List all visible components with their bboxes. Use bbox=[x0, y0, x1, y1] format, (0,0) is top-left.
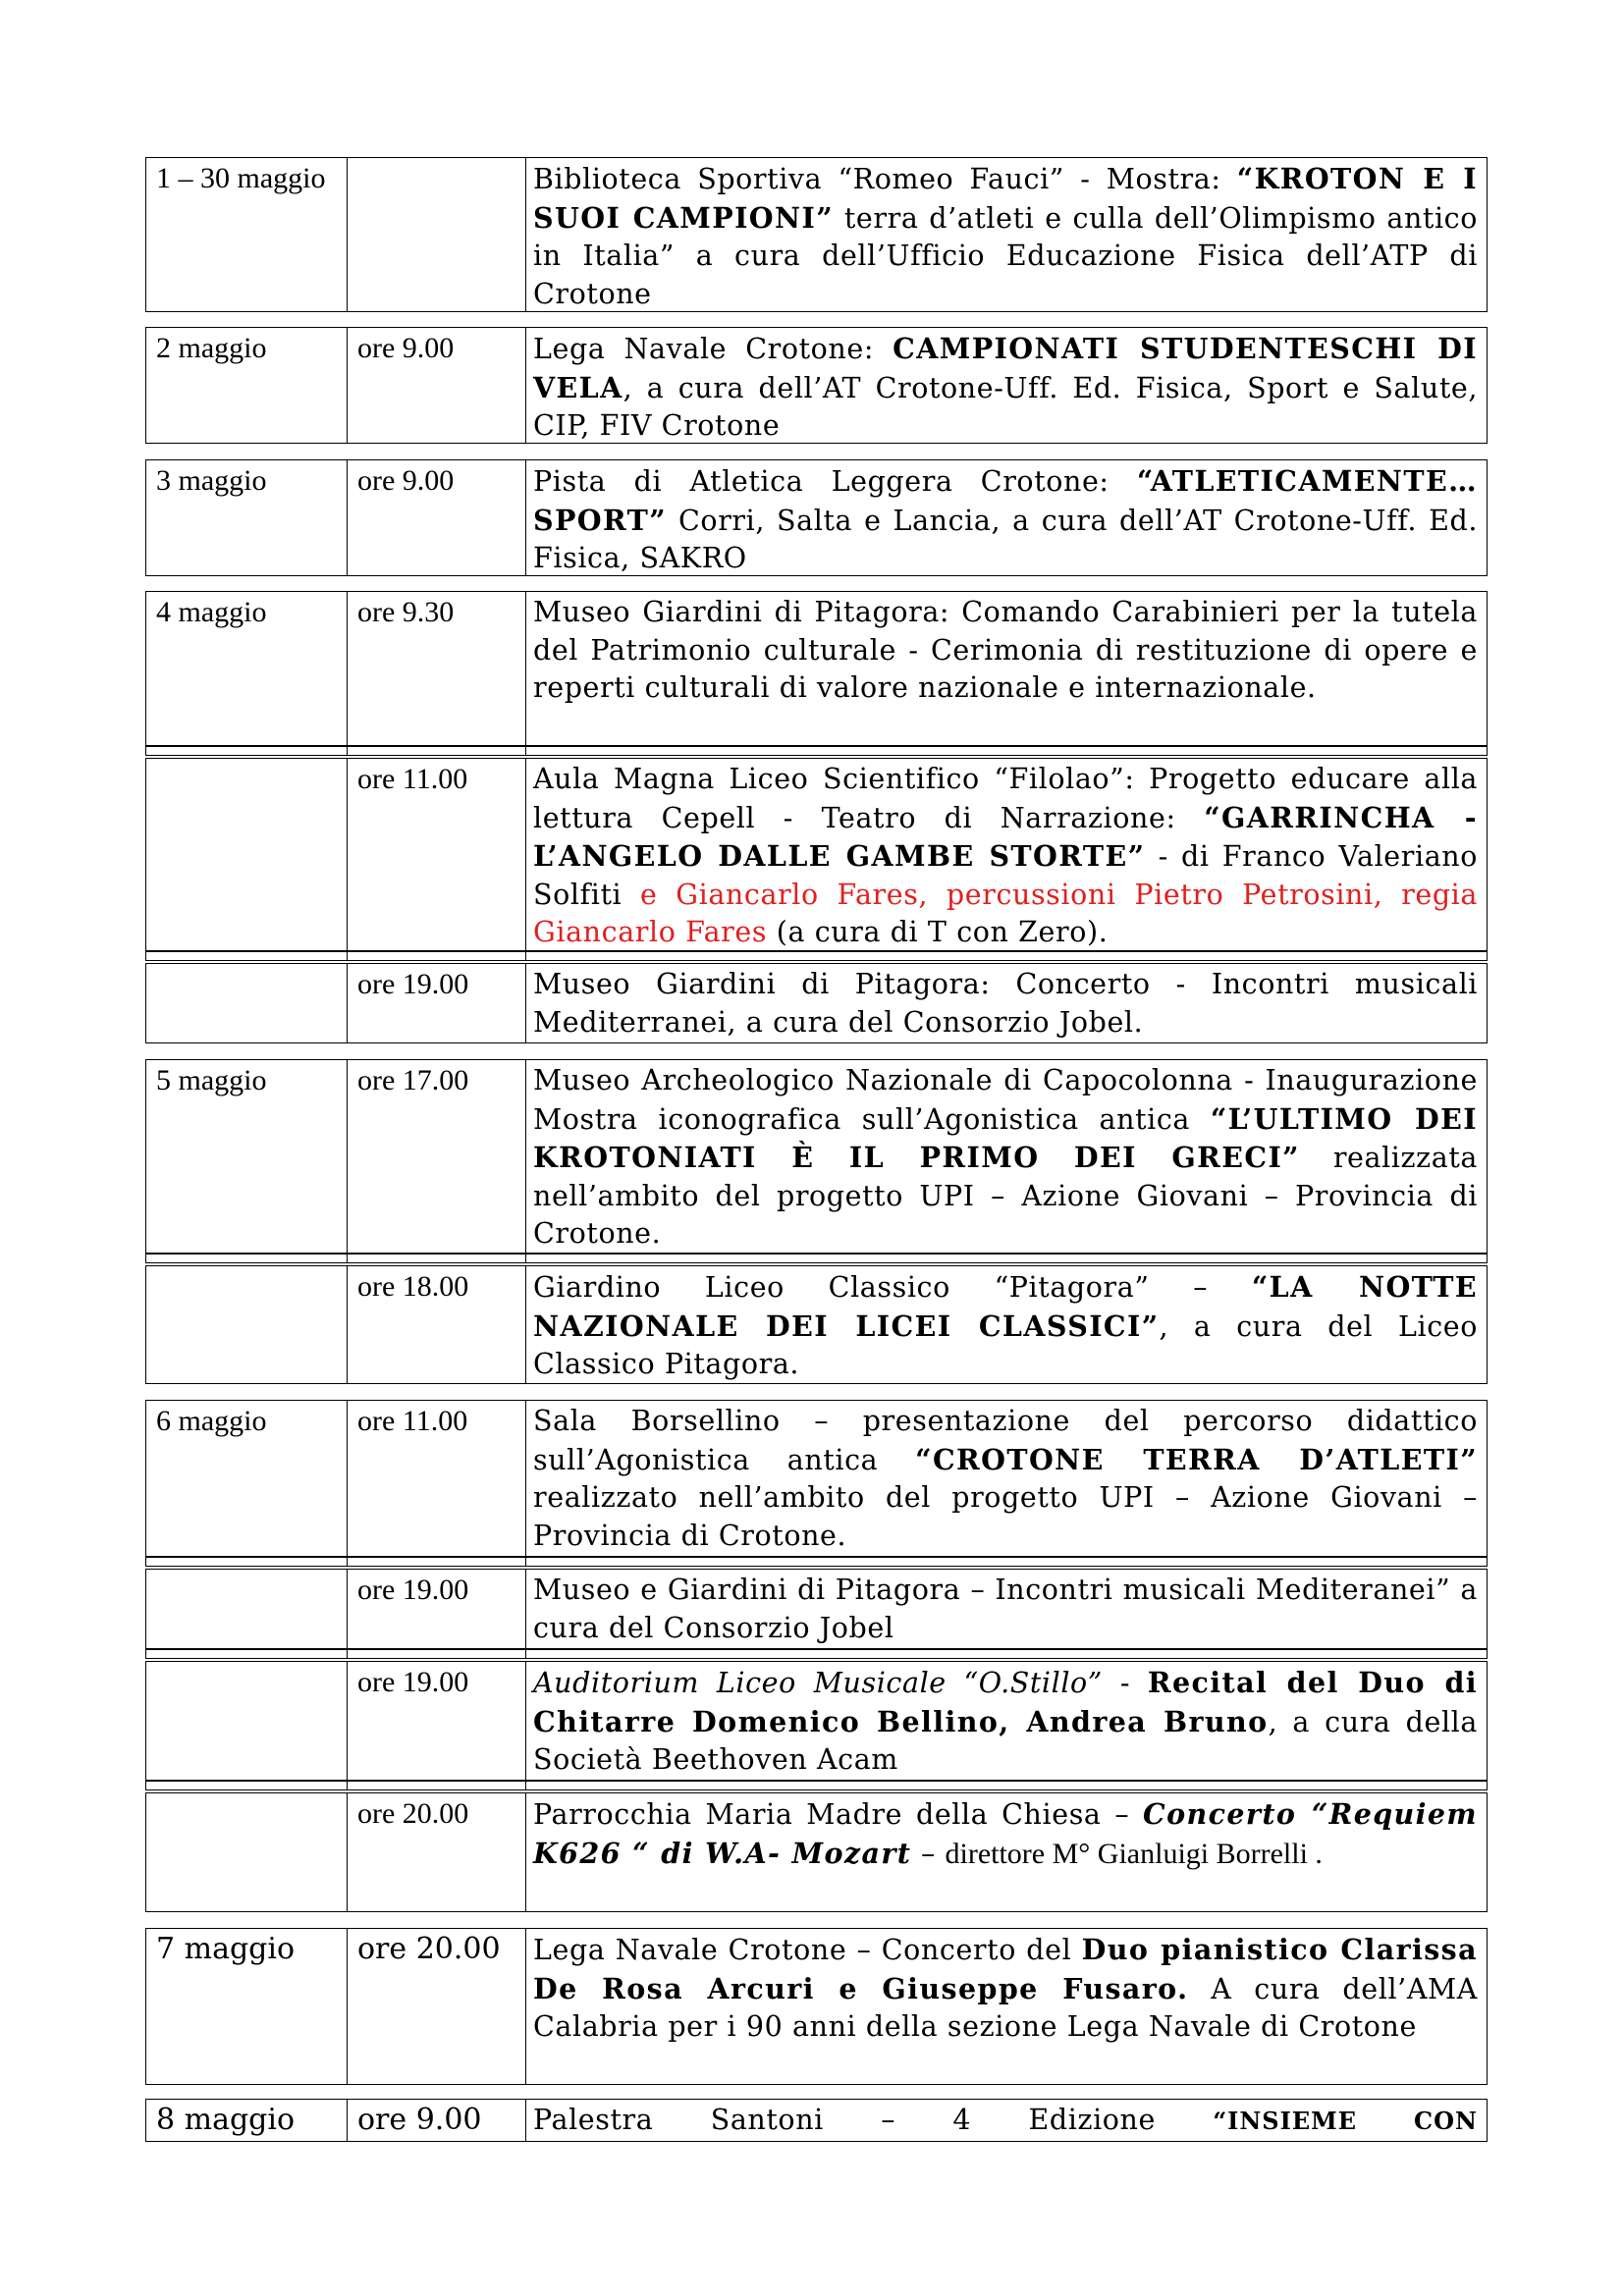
date-text: 8 maggio bbox=[156, 2103, 296, 2137]
time-text: ore 9.00 bbox=[357, 332, 455, 364]
event-description bbox=[526, 1401, 1487, 1556]
table-row bbox=[145, 157, 1488, 312]
time-cell bbox=[348, 592, 526, 745]
event-highlight-text: Recital del Duo di Chitarre Domenico Bellino, Andrea Bruno bbox=[533, 1666, 1478, 1738]
event-text: terra d’atleti e culla dell’Olimpismo antico in Italia” a cura dell’Ufficio Educazione Fisica dell’ATP di Crotone bbox=[533, 201, 1478, 310]
event-highlight-text: “KROTON E I SUOI CAMPIONI” bbox=[533, 162, 1479, 235]
event-description bbox=[526, 964, 1487, 1042]
row-separator bbox=[145, 1254, 1488, 1263]
time-text: ore 20.00 bbox=[357, 1797, 469, 1830]
table-row bbox=[145, 591, 1488, 746]
event-text: Museo Giardini di Pitagora: Concerto - Incontri musicali Mediterranei, a cura del Consorzio Jobel. bbox=[533, 968, 1478, 1039]
time-text: ore 9.00 bbox=[357, 2103, 482, 2137]
time-text: ore 9.00 bbox=[357, 464, 455, 497]
date-cell bbox=[146, 2100, 348, 2141]
event-text: direttore M° Gianluigi Borrelli . bbox=[945, 1837, 1323, 1870]
event-text: Biblioteca Sportiva “Romeo Fauci” - Mostra: bbox=[533, 163, 1237, 195]
table-row bbox=[145, 963, 1488, 1043]
time-cell bbox=[348, 759, 526, 950]
time-cell bbox=[348, 2100, 526, 2141]
event-text: Museo e Giardini di Pitagora – Incontri musicali Mediteranei” a cura del Consorzio Jobel bbox=[533, 1574, 1478, 1644]
event-text: Parrocchia Maria Madre della Chiesa – bbox=[533, 1798, 1144, 1831]
table-row bbox=[145, 1059, 1488, 1254]
date-cell bbox=[146, 1401, 348, 1556]
event-highlight-text: CAMPIONATI STUDENTESCHI DI VELA bbox=[533, 332, 1478, 404]
time-cell bbox=[348, 460, 526, 575]
table-row bbox=[145, 1569, 1488, 1649]
event-description bbox=[526, 592, 1487, 745]
event-text: Aula Magna Liceo Scientifico “Filolao”: Progetto educare alla lettura Cepell - Teatro di Narrazione: bbox=[533, 763, 1478, 834]
time-text: ore 20.00 bbox=[357, 1932, 501, 1966]
table-row bbox=[145, 1792, 1488, 1912]
date-cell bbox=[146, 328, 348, 443]
table-row bbox=[145, 2099, 1488, 2142]
event-text: , a cura della Società Beethoven Acam bbox=[533, 1705, 1478, 1776]
event-text: e Giancarlo Fares, percussioni Pietro Petrosini, regia Giancarlo Fares bbox=[533, 878, 1478, 948]
event-description bbox=[526, 1060, 1487, 1253]
time-text: ore 9.30 bbox=[357, 596, 455, 628]
time-cell bbox=[348, 1793, 526, 1911]
event-highlight-text: “INSIEME CON bbox=[1213, 2107, 1478, 2135]
table-row bbox=[145, 1265, 1488, 1384]
time-cell bbox=[348, 1401, 526, 1556]
table-row bbox=[145, 327, 1488, 444]
event-text: Auditorium Liceo Musicale “O.Stillo” bbox=[533, 1667, 1103, 1699]
time-cell bbox=[348, 1570, 526, 1648]
event-highlight-text: “GARRINCHA - L’ANGELO DALLE GAMBE STORTE” bbox=[533, 800, 1478, 873]
time-cell bbox=[348, 1266, 526, 1383]
event-description bbox=[526, 1793, 1487, 1911]
event-text: , a cura del Liceo Classico Pitagora. bbox=[533, 1309, 1478, 1380]
event-text: (a cura di T con Zero). bbox=[767, 916, 1109, 948]
event-text: Lega Navale Crotone: bbox=[533, 333, 893, 365]
time-cell bbox=[348, 328, 526, 443]
event-text: – bbox=[911, 1837, 946, 1870]
event-description bbox=[526, 1929, 1487, 2084]
time-text: ore 11.00 bbox=[357, 1405, 468, 1437]
row-separator bbox=[145, 1649, 1488, 1659]
event-text: - bbox=[1102, 1667, 1148, 1699]
time-text: ore 18.00 bbox=[357, 1270, 469, 1303]
date-cell bbox=[146, 1929, 348, 2084]
date-text: 2 maggio bbox=[156, 332, 267, 364]
event-highlight-text: “ATLETICAMENTE…SPORT” bbox=[533, 464, 1478, 537]
event-text: Giardino Liceo Classico “Pitagora” – bbox=[533, 1271, 1252, 1304]
date-cell bbox=[146, 964, 348, 1042]
date-text: 5 maggio bbox=[156, 1064, 267, 1096]
date-cell bbox=[146, 1570, 348, 1648]
event-text: , a cura dell’AT Crotone-Uff. Ed. Fisica, Sport e Salute, CIP, FIV Crotone bbox=[533, 371, 1478, 442]
table-row bbox=[145, 758, 1488, 951]
event-highlight-text: “L’ULTIMO DEI KROTONIATI È IL PRIMO DEI GRECI” bbox=[533, 1101, 1478, 1174]
table-row bbox=[145, 1928, 1488, 2085]
date-text: 4 maggio bbox=[156, 596, 267, 628]
event-highlight-text: “LA NOTTE NAZIONALE DEI LICEI CLASSICI” bbox=[533, 1270, 1478, 1343]
table-row bbox=[145, 459, 1488, 576]
event-description bbox=[526, 328, 1487, 443]
time-text: ore 19.00 bbox=[357, 1666, 469, 1698]
table-row bbox=[145, 1661, 1488, 1781]
event-highlight-text: Duo pianistico Clarissa De Rosa Arcuri e Giuseppe Fusaro. bbox=[533, 1933, 1478, 2005]
event-highlight-text: “CROTONE TERRA D’ATLETI” bbox=[915, 1442, 1478, 1476]
event-text: realizzata nell’ambito del progetto UPI – Azione Giovani – Provincia di Crotone. bbox=[533, 1142, 1478, 1250]
event-description bbox=[526, 759, 1487, 950]
time-text: ore 19.00 bbox=[357, 968, 469, 1000]
event-description bbox=[526, 1266, 1487, 1383]
row-separator bbox=[145, 951, 1488, 961]
date-cell bbox=[146, 460, 348, 575]
time-text: ore 17.00 bbox=[357, 1064, 469, 1096]
time-cell bbox=[348, 964, 526, 1042]
date-text: 1 – 30 maggio bbox=[156, 162, 326, 194]
event-text: Sala Borsellino – presentazione del percorso didattico sull’Agonistica antica bbox=[533, 1405, 1478, 1476]
event-text: Palestra Santoni – 4 Edizione bbox=[533, 2104, 1214, 2136]
time-cell bbox=[348, 158, 526, 311]
event-text: Museo Archeologico Nazionale di Capocolonna - Inaugurazione Mostra iconografica sull’Agonistica antica bbox=[533, 1064, 1478, 1136]
time-text: ore 11.00 bbox=[357, 763, 468, 795]
time-cell bbox=[348, 1060, 526, 1253]
table-row bbox=[145, 1400, 1488, 1557]
event-text: Museo Giardini di Pitagora: Comando Carabinieri per la tutela del Patrimonio culturale - Cerimonia di restituzione di opere e reperti culturali di valore nazionale e internazionale. bbox=[533, 596, 1478, 704]
event-description bbox=[526, 158, 1487, 311]
event-text: realizzato nell’ambito del progetto UPI – Azione Giovani – Provincia di Crotone. bbox=[533, 1481, 1478, 1552]
date-cell bbox=[146, 158, 348, 311]
date-cell bbox=[146, 1060, 348, 1253]
date-cell bbox=[146, 759, 348, 950]
time-text: ore 19.00 bbox=[357, 1574, 469, 1606]
row-separator bbox=[145, 1557, 1488, 1567]
date-text: 7 maggio bbox=[156, 1932, 296, 1966]
event-text: Corri, Salta e Lancia, a cura dell’AT Crotone-Uff. Ed. Fisica, SAKRO bbox=[533, 504, 1478, 574]
event-highlight-text: Concerto “Requiem K626 “ di W.A- Mozart bbox=[533, 1797, 1478, 1870]
time-cell bbox=[348, 1662, 526, 1780]
event-description bbox=[526, 1662, 1487, 1780]
date-cell bbox=[146, 1793, 348, 1911]
event-text: A cura dell’AMA Calabria per i 90 anni della sezione Lega Navale di Crotone bbox=[533, 1972, 1478, 2043]
event-description bbox=[526, 2100, 1487, 2141]
date-text: 3 maggio bbox=[156, 464, 267, 497]
event-text: - di Franco Valeriano Solfiti bbox=[533, 840, 1479, 911]
event-description bbox=[526, 1570, 1487, 1648]
date-cell bbox=[146, 1266, 348, 1383]
row-separator bbox=[145, 1781, 1488, 1790]
row-separator bbox=[145, 746, 1488, 756]
date-cell bbox=[146, 1662, 348, 1780]
event-description bbox=[526, 460, 1487, 575]
time-cell bbox=[348, 1929, 526, 2084]
date-cell bbox=[146, 592, 348, 745]
event-text: Lega Navale Crotone – Concerto del bbox=[533, 1934, 1082, 1966]
date-text: 6 maggio bbox=[156, 1405, 267, 1437]
event-text: Pista di Atletica Leggera Crotone: bbox=[533, 465, 1137, 498]
